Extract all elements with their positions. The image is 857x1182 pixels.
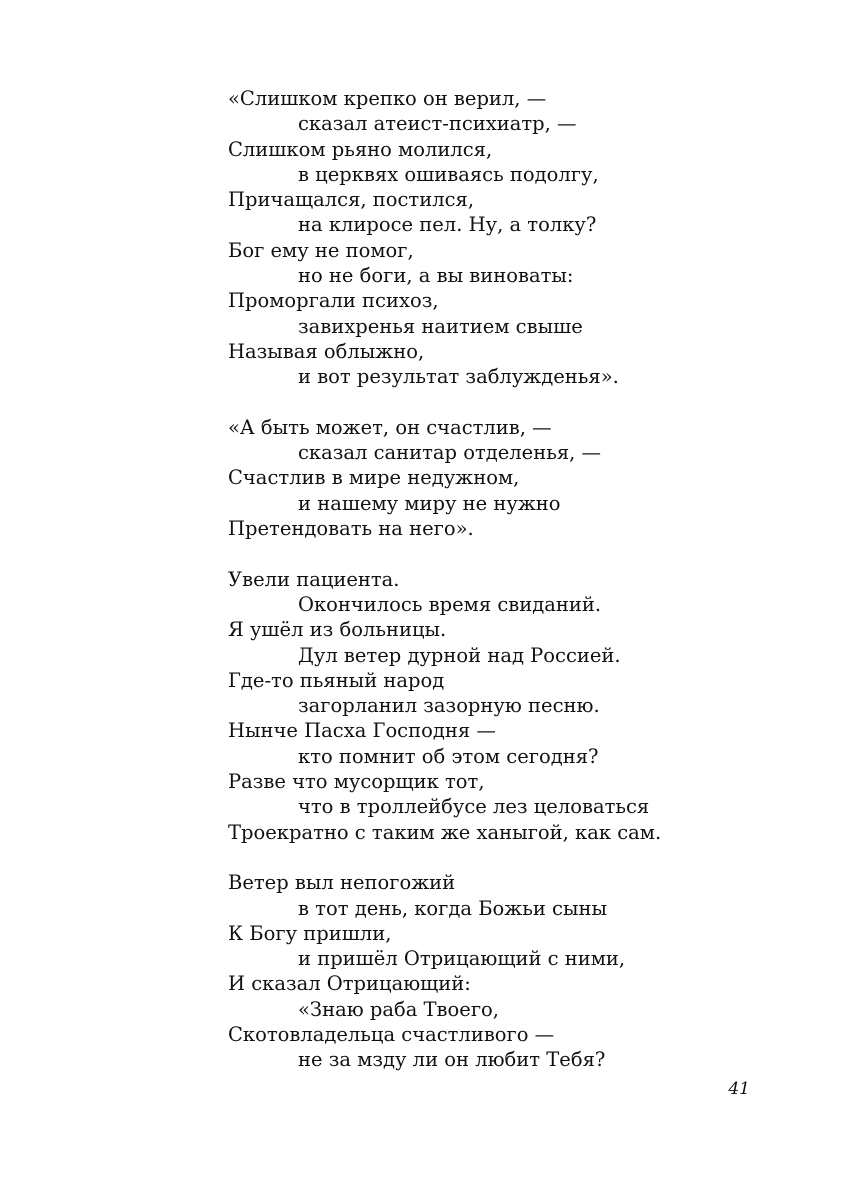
poem-line: Называя облыжно,: [228, 339, 425, 363]
stanza-1: [228, 86, 788, 390]
poem-line: сказал санитар отделенья, —: [298, 441, 602, 465]
poem-line: Бог ему не помог,: [228, 238, 414, 262]
poem-line: Нынче Пасха Господня —: [228, 719, 496, 743]
poem-line: не за мзду ли он любит Тебя?: [298, 1048, 606, 1072]
poem-line: что в троллейбусе лез целоваться: [298, 795, 650, 819]
poem-line: Окончилось время свиданий.: [298, 592, 602, 616]
stanza-4: [228, 870, 788, 1072]
poem-line: загорланил зазорную песню.: [298, 694, 600, 718]
poem-line: на клиросе пел. Ну, а толку?: [298, 213, 597, 237]
page-number: 41: [728, 1079, 750, 1099]
poem-line: Счастлив в мире недужном,: [228, 466, 520, 490]
poem-line: в тот день, когда Божьи сыны: [298, 896, 608, 920]
poem-line: и пришёл Отрицающий с ними,: [298, 947, 626, 971]
poem-line: сказал атеист-психиатр, —: [298, 112, 577, 136]
poem-line: К Богу пришли,: [228, 921, 392, 945]
poem-line: и нашему миру не нужно: [298, 491, 561, 515]
poem-line: завихренья наитием свыше: [298, 314, 583, 338]
stanza-3: [228, 567, 788, 845]
poem-line: И сказал Отрицающий:: [228, 972, 471, 996]
poem-line: Я ушёл из больницы.: [228, 618, 447, 642]
poem-line: и вот результат заблужденья».: [298, 365, 619, 389]
poem-line: Проморгали психоз,: [228, 289, 439, 313]
stanza-2: [228, 415, 788, 541]
poem-line: Слишком рьяно молился,: [228, 137, 493, 161]
poem-line: Скотовладельца счастливого —: [228, 1022, 555, 1046]
poem-line: «Слишком крепко он верил, —: [228, 87, 547, 110]
poem-line: в церквях ошиваясь подолгу,: [298, 162, 599, 186]
poem-line: кто помнит об этом сегодня?: [298, 744, 599, 768]
poem-line: Ветер выл непогожий: [228, 871, 456, 895]
poem-line: Увели пациента.: [228, 567, 400, 591]
poem-line: Причащался, постился,: [228, 188, 475, 212]
poem-line: но не боги, а вы виноваты:: [298, 264, 574, 288]
poem-text: [228, 86, 788, 1073]
poem-line: «А быть может, он счастлив, —: [228, 415, 552, 439]
poem-line: Разве что мусорщик тот,: [228, 770, 485, 794]
poem-line: «Знаю раба Твоего,: [298, 997, 499, 1021]
poem-line: Дул ветер дурной над Россией.: [298, 643, 621, 667]
poem-line: Претендовать на него».: [228, 517, 474, 541]
poem-line: Троекратно с таким же ханыгой, как сам.: [228, 820, 662, 844]
poem-line: Где-то пьяный народ: [228, 668, 445, 692]
